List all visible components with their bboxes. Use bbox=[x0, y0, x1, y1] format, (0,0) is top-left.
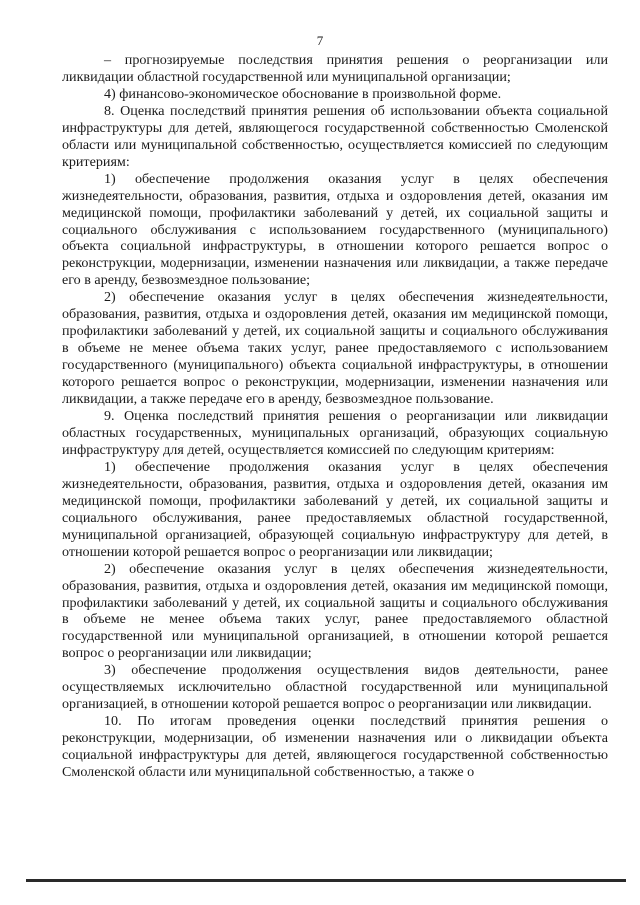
page-number: 7 bbox=[316, 33, 324, 48]
paragraph-section-9-criterion-1: 1) обеспечение продолжения оказания услуг в целях обеспечения жизнедеятельности, образования, развития, отдыха и оздоровления детей, оказания им медицинской помощи, профилактики заболеваний у детей, их социальной защиты и социального обслуживания, ранее предоставляемых областной государственной, муниципальной организацией, образующей социальную инфраструктуру для детей, в отношении которой решается вопрос о реорганизации или ликвидации; bbox=[62, 458, 608, 560]
bottom-divider bbox=[26, 879, 626, 882]
paragraph-section-8-criterion-1: 1) обеспечение продолжения оказания услуг в целях обеспечения жизнедеятельности, образования, развития, отдыха и оздоровления детей, оказания им медицинской помощи, профилактики заболеваний у детей, их социальной защиты и социального обслуживания с использованием государственного (муниципального) объекта социальной инфраструктуры, в отношении которого решается вопрос о реконструкции, модернизации, изменении назначения или ликвидации, а также передаче его в аренду, безвозмездное пользование; bbox=[62, 170, 608, 289]
paragraph-item-4: 4) финансово-экономическое обоснование в произвольной форме. bbox=[104, 85, 502, 102]
paragraph-section-9-criterion-2: 2) обеспечение оказания услуг в целях обеспечения жизнедеятельности, образования, развития, отдыха и оздоровления детей, оказания им медицинской помощи, профилактики заболеваний у детей, их социальной защиты и социального обслуживания в объеме не менее объема таких услуг, ранее предоставляемого областной государственной или муниципальной организацией, в отношении которой решается вопрос о реорганизации или ликвидации; bbox=[62, 560, 608, 662]
paragraph-consequences-item: – прогнозируемые последствия принятия решения о реорганизации или ликвидации областной государственной или муниципальной организации; bbox=[62, 52, 608, 85]
paragraph-section-8: 8. Оценка последствий принятия решения об использовании объекта социальной инфраструктуры для детей, являющегося государственной собственностью Смоленской области или муниципальной собственностью, осуществляется комиссией по следующим критериям: bbox=[62, 102, 608, 170]
document-body bbox=[62, 52, 608, 781]
paragraph-section-9: 9. Оценка последствий принятия решения о реорганизации или ликвидации областных государственных, муниципальных организаций, образующих социальную инфраструктуру для детей, осуществляется комиссией по следующим критериям: bbox=[62, 408, 608, 458]
paragraph-section-8-criterion-2: 2) обеспечение оказания услуг в целях обеспечения жизнедеятельности, образования, развития, отдыха и оздоровления детей, оказания им медицинской помощи, профилактики заболеваний у детей, их социальной защиты и социального обслуживания в объеме не менее объема таких услуг, ранее предоставляемого с использованием государственного (муниципального) объекта социальной инфраструктуры, в отношении которого решается вопрос о реконструкции, модернизации, изменении назначения или ликвидации, а также передаче его в аренду, безвозмездное пользование. bbox=[62, 289, 608, 408]
paragraph-section-10: 10. По итогам проведения оценки последствий принятия решения о реконструкции, модернизации, об изменении назначения или о ликвидации объекта социальной инфраструктуры для детей, являющегося государственной собственностью Смоленской области или муниципальной собственностью, а также о bbox=[62, 713, 608, 781]
paragraph-section-9-criterion-3: 3) обеспечение продолжения осуществления видов деятельности, ранее осуществляемых исключительно областной государственной или муниципальной организацией, в отношении которой решается вопрос о реорганизации или ликвидации. bbox=[62, 662, 608, 713]
